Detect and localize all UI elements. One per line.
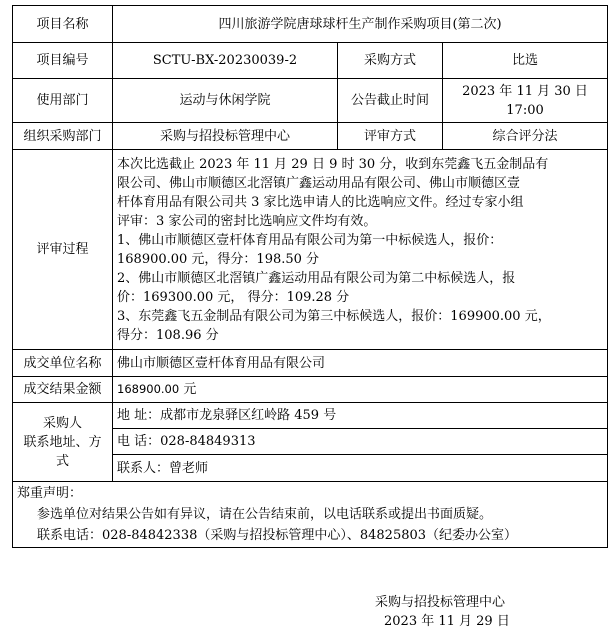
footer-date: 2023 年 11 月 29 日 [384, 614, 510, 629]
deadline-label: 公告截止时间 [338, 79, 443, 123]
review-line: 得分：108.96 分 [117, 327, 219, 343]
project-no-value: SCTU-BX-20230039-2 [113, 43, 338, 79]
department-value: 运动与休闲学院 [113, 79, 338, 123]
row-amount [13, 377, 608, 403]
contact-label-line: 采购人 [42, 415, 82, 431]
footer-org: 采购与招投标管理中心 [375, 595, 506, 610]
notice-contact-line: 联系电话：028-84842338（采购与招投标管理中心）、84825803（纪委办公室） [37, 528, 518, 543]
deadline-value [443, 79, 608, 123]
amount-value [113, 377, 608, 403]
procurement-method-value: 比选 [443, 43, 608, 79]
contact-person: 联系人：曾老师 [113, 455, 608, 482]
review-line: 限公司、佛山市顺德区北滘镇广鑫运动用品有限公司、佛山市顺德区壹 [117, 175, 521, 191]
row-review-process [13, 150, 608, 350]
review-method-label: 评审方式 [338, 123, 443, 150]
contact-label-line: 式 [55, 453, 69, 469]
review-method-value: 综合评分法 [443, 123, 608, 150]
review-line: 168900.00 元，得分：198.50 分 [117, 251, 320, 267]
row-contact-address [13, 403, 608, 429]
deadline-date: 2023 年 11 月 30 日 [462, 83, 588, 99]
review-line: 3、东莞鑫飞五金制品有限公司为第三中标候选人，报价：169900.00 元， [117, 308, 551, 324]
review-line: 1、佛山市顺德区壹杆体育用品有限公司为第一中标候选人，报价： [117, 232, 503, 248]
row-winner [13, 350, 608, 377]
project-name-value: 四川旅游学院唐球球杆生产制作采购项目(第二次) [113, 6, 608, 43]
amount-number: 168900.00 [117, 382, 180, 396]
review-process-text [113, 150, 608, 350]
procurement-method-label: 采购方式 [338, 43, 443, 79]
contact-label [13, 403, 113, 482]
row-department [13, 79, 608, 123]
contact-phone: 电 话：028-84849313 [113, 429, 608, 455]
review-line: 杆体育用品有限公司共 3 家比选申请人的比选响应文件。经过专家小组 [117, 194, 524, 210]
amount-label: 成交结果金额 [13, 377, 113, 403]
org-dept-value: 采购与招投标管理中心 [113, 123, 338, 150]
review-line: 2、佛山市顺德区北滘镇广鑫运动用品有限公司为第二中标候选人，报 [117, 270, 516, 286]
review-process-label: 评审过程 [13, 150, 113, 350]
contact-address: 地 址：成都市龙泉驿区红岭路 459 号 [113, 403, 608, 429]
review-line: 评审：3 家公司的密封比选响应文件均有效。 [117, 213, 377, 229]
org-dept-label: 组织采购部门 [13, 123, 113, 150]
notice-cell [13, 482, 608, 548]
procurement-result-table [12, 5, 608, 548]
winner-label: 成交单位名称 [13, 350, 113, 377]
notice-title: 郑重声明： [17, 486, 83, 501]
row-project-name [13, 6, 608, 43]
winner-value: 佛山市顺德区壹杆体育用品有限公司 [113, 350, 608, 377]
notice-line: 参选单位对结果公告如有异议，请在公告结束前，以电话联系或提出书面质疑。 [37, 507, 493, 522]
project-no-label: 项目编号 [13, 43, 113, 79]
project-name-label: 项目名称 [13, 6, 113, 43]
row-notice [13, 482, 608, 548]
department-label: 使用部门 [13, 79, 113, 123]
contact-label-line: 联系地址、方 [23, 434, 102, 450]
deadline-time: 17:00 [506, 102, 544, 118]
review-line: 价：169300.00 元， 得分：109.28 分 [117, 289, 350, 305]
review-line: 本次比选截止 2023 年 11 月 29 日 9 时 30 分，收到东莞鑫飞五金制品有 [117, 156, 549, 172]
row-org-dept [13, 123, 608, 150]
amount-unit: 元 [179, 382, 197, 397]
row-project-no [13, 43, 608, 79]
